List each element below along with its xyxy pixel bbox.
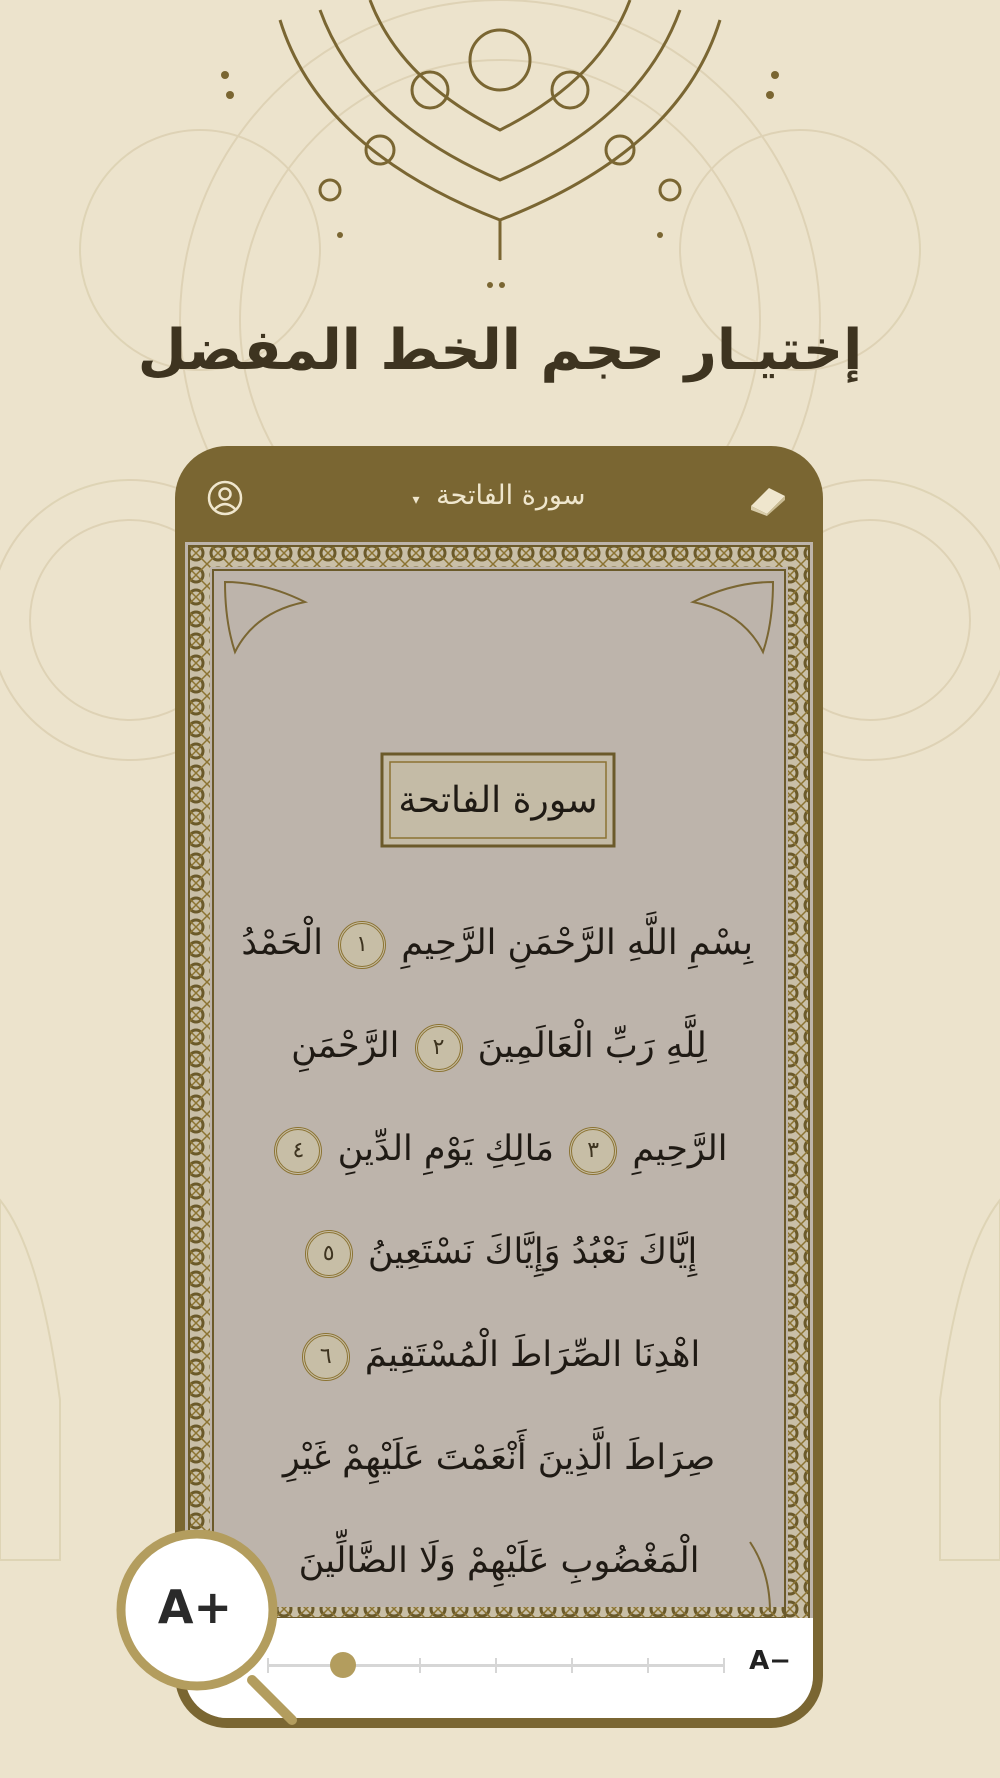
- book-icon[interactable]: [747, 482, 789, 516]
- slider-tick: [495, 1658, 497, 1673]
- surah-title: سورة الفاتحة: [398, 779, 598, 821]
- verses-block: [241, 892, 753, 1683]
- slider-tick: [723, 1658, 725, 1673]
- verse-line: [245, 1304, 753, 1407]
- verse-text: الرَّحْمَنِ: [291, 1026, 400, 1066]
- ayah-number-badge: ٦: [302, 1333, 350, 1381]
- verse-text: صِرَاطَ الَّذِينَ أَنْعَمْتَ عَلَيْهِمْ غَيْرِ: [282, 1438, 716, 1478]
- headline: إختيـار حجم الخط المفضل: [137, 318, 863, 383]
- surah-selector[interactable]: [175, 480, 823, 511]
- slider-tick: [647, 1658, 649, 1673]
- verse-line: [245, 1201, 753, 1304]
- verse-text: بِسْمِ اللَّهِ الرَّحْمَنِ الرَّحِيمِ: [401, 923, 753, 963]
- verse-line: [245, 1407, 753, 1510]
- verse-text: الرَّحِيمِ: [632, 1129, 728, 1169]
- verse-text: إِيَّاكَ نَعْبُدُ وَإِيَّاكَ نَسْتَعِينُ: [367, 1232, 698, 1272]
- ayah-number-badge: ٢: [415, 1024, 463, 1072]
- verse-text: لِلَّهِ رَبِّ الْعَالَمِينَ: [477, 1026, 707, 1066]
- verse-line: [245, 1098, 753, 1201]
- decrease-font-button[interactable]: A−: [749, 1646, 791, 1676]
- slider-tick: [419, 1658, 421, 1673]
- verse-text: الْحَمْدُ: [241, 923, 323, 963]
- verse-line: [245, 1510, 753, 1613]
- verse-text: الْمَغْضُوبِ عَلَيْهِمْ وَلَا الضَّالِّينَ: [298, 1541, 700, 1581]
- verse-line: [241, 892, 753, 995]
- increase-font-button[interactable]: A+: [157, 1580, 233, 1634]
- ayah-number-badge: ٥: [305, 1230, 353, 1278]
- verse-line: [245, 995, 753, 1098]
- app-header: [175, 446, 823, 542]
- ayah-number-badge: ٤: [274, 1127, 322, 1175]
- slider-thumb[interactable]: [330, 1652, 356, 1678]
- font-size-slider[interactable]: [267, 1664, 723, 1667]
- verse-text: اهْدِنَا الصِّرَاطَ الْمُسْتَقِيمَ: [364, 1335, 701, 1375]
- verse-text: مَالِكِ يَوْمِ الدِّينِ: [337, 1129, 555, 1169]
- ayah-number-badge: ١: [338, 921, 386, 969]
- surah-selector-label: سورة الفاتحة: [436, 480, 586, 511]
- slider-tick: [571, 1658, 573, 1673]
- ayah-number-badge: ٣: [569, 1127, 617, 1175]
- chevron-down-icon: ▾: [412, 492, 420, 508]
